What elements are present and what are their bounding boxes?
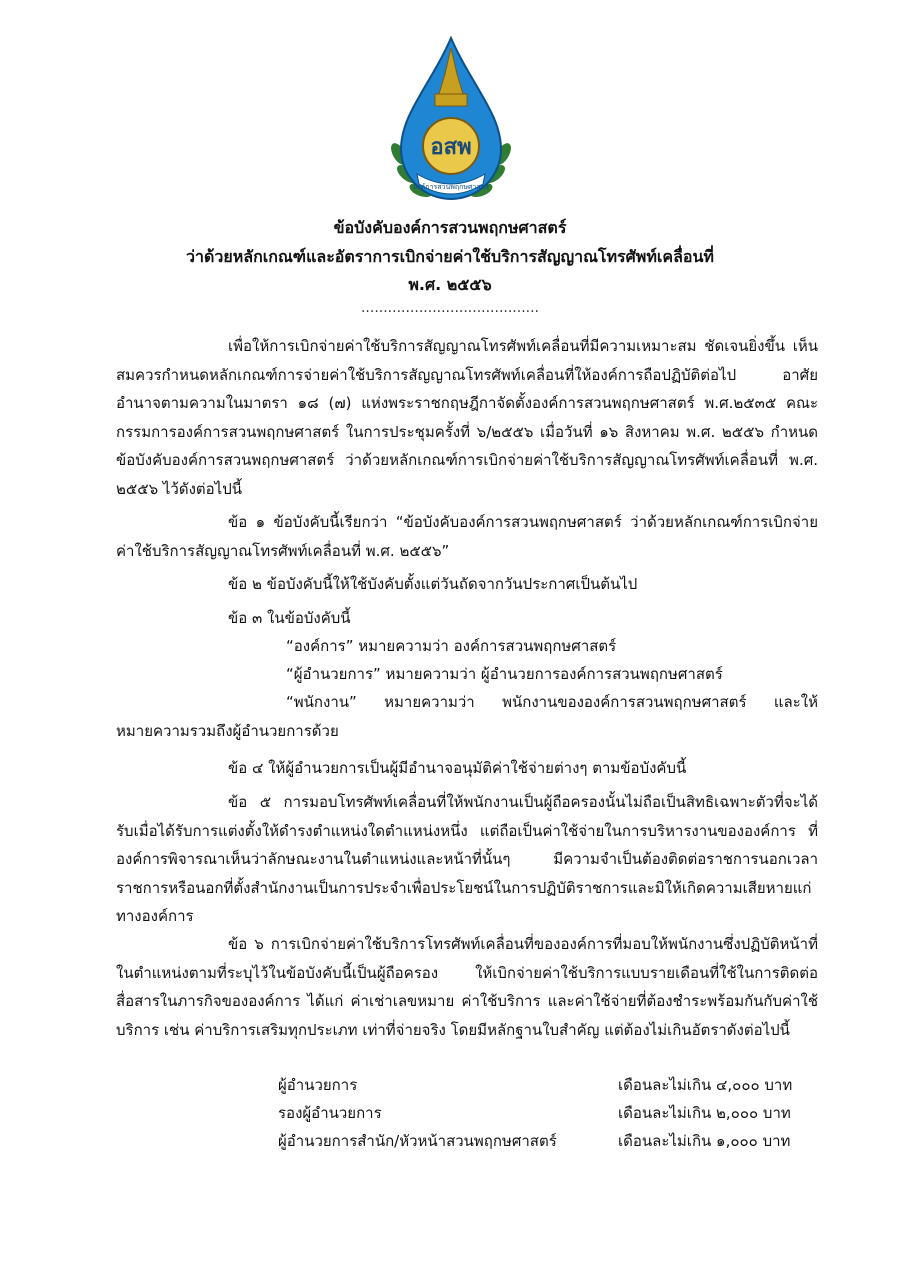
clause-1: ข้อ ๑ ข้อบังคับนี้เรียกว่า “ข้อบังคับองค์การสวนพฤกษศาสตร์ ว่าด้วยหลักเกณฑ์การเบิกจ่ายค่าใช้บริการสัญญาณโทรศัพท์เคลื่อนที่ พ.ศ. ๒๕๕๖”: [116, 513, 818, 560]
separator: ........................................: [360, 300, 539, 316]
clause-6: ข้อ ๖ การเบิกจ่ายค่าใช้บริการโทรศัพท์เคลื่อนที่ขององค์การที่มอบให้พนักงานซึ่งปฏิบัติหน้าที่ในตำแหน่งตามที่ระบุไว้ในข้อบังคับนี้เป็นผู้ถือครอง ให้เบิกจ่ายค่าใช้บริการแบบรายเดือนที่ใช้ในการติดต่อสื่อสารในภารกิจขององค์การ ได้แก่ ค่าเช่าเลขหมาย ค่าใช้บริการ และค่าใช้จ่ายที่ต้องชำระพร้อมกันกับค่าใช้บริการ เช่น ค่าบริการเสริมทุกประเภท เท่าที่จ่ายจริง โดยมีหลักฐานใบสำคัญ แต่ต้องไม่เกินอัตราดังต่อไปนี้: [116, 935, 818, 1039]
rate-amount: เดือนละไม่เกิน ๒,๐๐๐ บาท: [618, 1104, 791, 1122]
title-line-1: ข้อบังคับองค์การสวนพฤกษศาสตร์: [333, 218, 567, 237]
definition-employee: “พนักงาน” หมายความว่า พนักงานขององค์การสวนพฤกษศาสตร์ และให้หมายความรวมถึงผู้อำนวยการด้วย: [116, 693, 818, 740]
rate-position: ผู้อำนวยการ: [278, 1076, 358, 1094]
title-line-2: ว่าด้วยหลักเกณฑ์และอัตราการเบิกจ่ายค่าใช้บริการสัญญาณโทรศัพท์เคลื่อนที่: [186, 247, 714, 266]
organization-logo: [371, 34, 531, 214]
definition-director: “ผู้อำนวยการ” หมายความว่า ผู้อำนวยการองค์การสวนพฤกษศาสตร์: [286, 665, 723, 683]
clause-2: ข้อ ๒ ข้อบังคับนี้ให้ใช้บังคับตั้งแต่วันถัดจากวันประกาศเป็นต้นไป: [228, 575, 638, 593]
preamble-paragraph: เพื่อให้การเบิกจ่ายค่าใช้บริการสัญญาณโทรศัพท์เคลื่อนที่มีความเหมาะสม ชัดเจนยิ่งขึ้น เห็นสมควรกำหนดหลักเกณฑ์การจ่ายค่าใช้บริการสัญญาณโทรศัพท์เคลื่อนที่ให้องค์การถือปฏิบัติต่อไป อาศัยอำนาจตามความในมาตรา ๑๘ (๗) แห่งพระราชกฤษฎีกาจัดตั้งองค์การสวนพฤกษศาสตร์ พ.ศ.๒๕๓๕ คณะกรรมการองค์การสวนพฤกษศาสตร์ ในการประชุมครั้งที่ ๖/๒๕๕๖ เมื่อวันที่ ๑๖ สิงหาคม พ.ศ. ๒๕๕๖ กำหนดข้อบังคับองค์การสวนพฤกษศาสตร์ ว่าด้วยหลักเกณฑ์การเบิกจ่ายค่าใช้บริการสัญญาณโทรศัพท์เคลื่อนที่ พ.ศ. ๒๕๕๖ ไว้ดังต่อไปนี้: [116, 337, 818, 498]
title-line-3: พ.ศ. ๒๕๕๖: [408, 275, 492, 294]
svg-text:อสพ: อสพ: [430, 134, 472, 160]
rate-amount: เดือนละไม่เกิน ๑,๐๐๐ บาท: [618, 1132, 791, 1150]
rate-amount: เดือนละไม่เกิน ๔,๐๐๐ บาท: [618, 1076, 793, 1094]
rate-position: ผู้อำนวยการสำนัก/หัวหน้าสวนพฤกษศาสตร์: [278, 1132, 557, 1150]
definition-organization: “องค์การ” หมายความว่า องค์การสวนพฤกษศาสตร์: [286, 637, 617, 655]
clause-5: ข้อ ๕ การมอบโทรศัพท์เคลื่อนที่ให้พนักงานเป็นผู้ถือครองนั้นไม่ถือเป็นสิทธิเฉพาะตัวที่จะได้รับเมื่อได้รับการแต่งตั้งให้ดำรงตำแหน่งใดตำแหน่งหนึ่ง แต่ถือเป็นค่าใช้จ่ายในการบริหารงานขององค์การ ที่องค์การพิจารณาเห็นว่าลักษณะงานในตำแหน่งและหน้าที่นั้นๆ มีความจำเป็นต้องติดต่อราชการนอกเวลาราชการหรือนอกที่ตั้งสำนักงานเป็นการประจำเพื่อประโยชน์ในการปฏิบัติราชการและมิให้เกิดความเสียหายแก่ทางองค์การ: [116, 793, 818, 925]
clause-4: ข้อ ๔ ให้ผู้อำนวยการเป็นผู้มีอำนาจอนุมัติค่าใช้จ่ายต่างๆ ตามข้อบังคับนี้: [228, 759, 687, 777]
logo-text: องค์การสวนพฤกษศาสตร์: [413, 183, 489, 191]
rate-position: รองผู้อำนวยการ: [278, 1104, 382, 1122]
clause-3: ข้อ ๓ ในข้อบังคับนี้: [228, 609, 351, 627]
